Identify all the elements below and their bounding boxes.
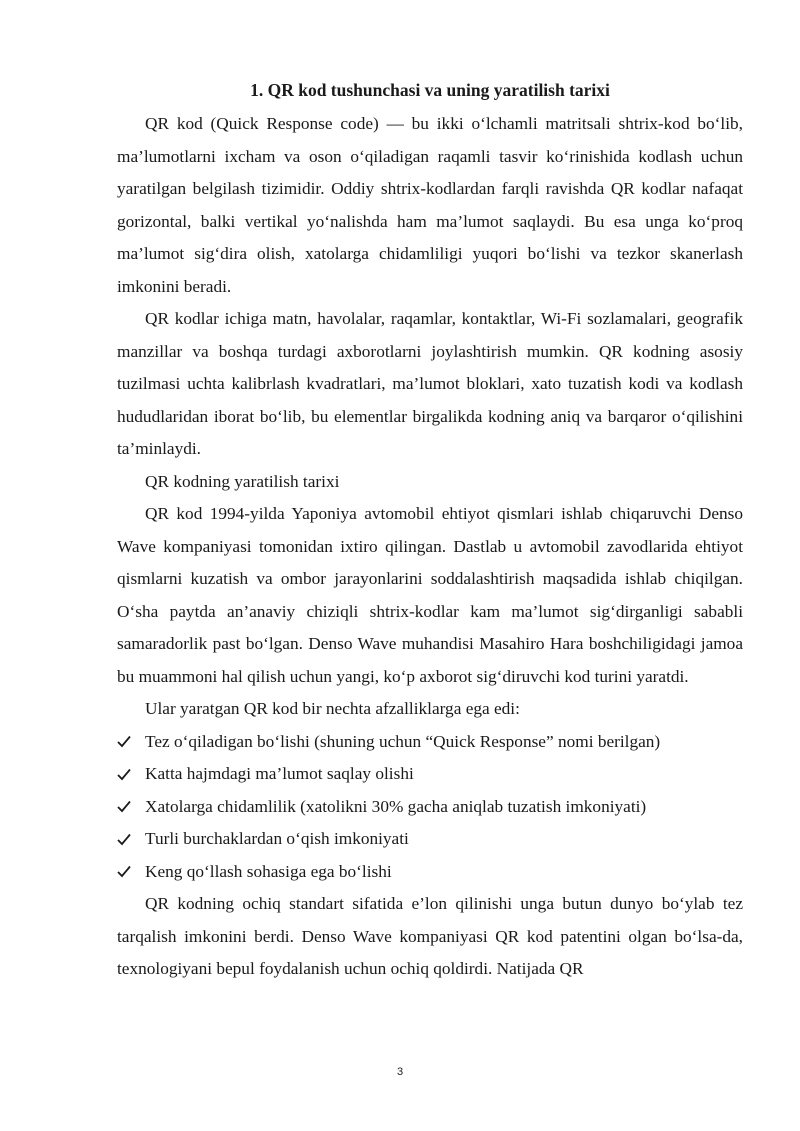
paragraph-structure: QR kodlar ichiga matn, havolalar, raqamlar, kontaktlar, Wi-Fi sozlamalari, geografik manzillar va boshqa turdagi axborotlarni joylashtirish mumkin. QR kodning asosiy tuzilmasi uchta kalibrlash kvadratlari, ma’lumot bloklari, xato tuzatish kodi va kodlash hududlaridan iborat bo‘lib, bu elementlar birgalikda kodning aniq va barqaror o‘qilishini ta’minlaydi.	[117, 309, 743, 458]
advantages-list	[117, 726, 743, 889]
paragraph-open-standard: QR kodning ochiq standart sifatida e’lon qilinishi unga butun dunyo bo‘ylab tez tarqalish imkonini berdi. Denso Wave kompaniyasi QR kod patentini olgan bo‘lsa-da, texnologiyani bepul foydalanish uchun ochiq qoldirdi. Natijada QR	[117, 894, 743, 978]
subheading-history: QR kodning yaratilish tarixi	[145, 471, 340, 491]
list-item-text: Keng qo‘llash sohasiga ega bo‘lishi	[145, 861, 392, 881]
list-item	[117, 726, 743, 759]
list-item-text: Xatolarga chidamlilik (xatolikni 30% gacha aniqlab tuzatish imkoniyati)	[145, 796, 647, 816]
checkmark-icon	[117, 856, 135, 888]
list-item	[117, 823, 743, 856]
list-item-text: Tez o‘qiladigan bo‘lishi (shuning uchun “Quick Response” nomi berilgan)	[145, 731, 661, 751]
list-item	[117, 791, 743, 824]
checkmark-icon	[117, 758, 135, 790]
checkmark-icon	[117, 823, 135, 855]
list-item-text: Turli burchaklardan o‘qish imkoniyati	[145, 829, 409, 848]
section-heading: 1. QR kod tushunchasi va uning yaratilish tarixi	[250, 80, 610, 100]
paragraph-history: QR kod 1994-yilda Yaponiya avtomobil ehtiyot qismlari ishlab chiqaruvchi Denso Wave kompaniyasi tomonidan ixtiro qilingan. Dastlab u avtomobil zavodlarida ehtiyot qismlarni kuzatish va ombor jarayonlarini soddalashtirish maqsadida ishlab chiqilgan. O‘sha paytda an’anaviy chiziqli shtrix-kodlar kam ma’lumot sig‘dirganligi sababli samaradorlik past bo‘lgan. Denso Wave muhandisi Masahiro Hara boshchiligidagi jamoa bu muammoni hal qilish uchun yangi, ko‘p axborot sig‘diruvchi kod turini yaratdi.	[117, 504, 743, 686]
list-item	[117, 758, 743, 791]
page-number: 3	[396, 1066, 404, 1078]
list-item	[117, 856, 743, 889]
paragraph-advantages-intro: Ular yaratgan QR kod bir nechta afzalliklarga ega edi:	[145, 699, 520, 718]
paragraph-definition: QR kod (Quick Response code) — bu ikki o‘lchamli matritsali shtrix-kod bo‘lib, ma’lumotlarni ixcham va oson o‘qiladigan raqamli tasvir ko‘rinishida kodlash uchun yaratilgan belgilash tizimidir. Oddiy shtrix-kodlardan farqli ravishda QR kodlar nafaqat gorizontal, balki vertikal yo‘nalishda ham ma’lumot saqlaydi. Bu esa unga ko‘proq ma’lumot sig‘dira olish, xatolarga chidamliligi yuqori bo‘lishi va tezkor skanerlash imkonini beradi.	[117, 114, 743, 296]
checkmark-icon	[117, 726, 135, 758]
list-item-text: Katta hajmdagi ma’lumot saqlay olishi	[145, 764, 414, 783]
checkmark-icon	[117, 791, 135, 823]
